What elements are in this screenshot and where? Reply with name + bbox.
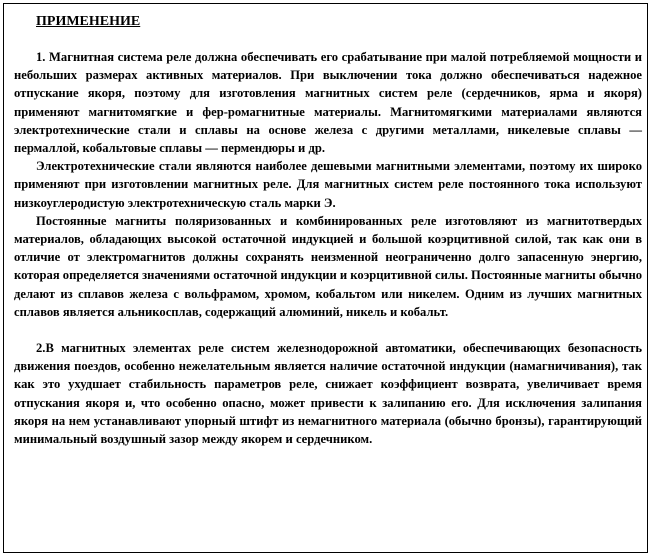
paragraph-4: 2.В магнитных элементах реле систем железнодорожной автоматики, обеспечивающих безопасность движения поездов, особенно нежелательным является наличие остаточной индукции (намагничивания), так как это ухудшает стабильность параметров реле, снижает коэффициент возврата, увеличивает время отпускания якоря и, что особенно опасно, может привести к залипанию его. Для исключения залипания якоря на нем устанавливают упорный штифт из немагнитного материала (обычно бронзы), гарантирующий минимальный воздушный зазор между якорем и сердечником. xyxy=(14,341,642,447)
document-title: ПРИМЕНЕНИЕ xyxy=(36,14,141,29)
paragraph-3: Постоянные магниты поляризованных и комбинированных реле изготовляют из магнитотвердых материалов, обладающих высокой остаточной индукцией и большой коэрцитивной силой, так как они в отличие от электромагнитов должны сохранять неизменной неограниченно долго запасенную энергию, которая определяется значениями остаточной индукции и коэрцитивной силы. Постоянные магниты обычно делают из сплавов железа с вольфрамом, хромом, кобальтом или никелем. Одним из лучших магнитных сплавов является альникосплав, содержащий алюминий, никель и кобальт. xyxy=(14,213,642,319)
document-content xyxy=(14,12,642,448)
paragraph-1: 1. Магнитная система реле должна обеспечивать его срабатывание при малой потребляемой мощности и небольших размерах активных материалов. При выключении тока должно обеспечиваться надежное отпускание якоря, поэтому для изготовления магнитных систем реле (сердечников, ярма и якоря) применяют магнитомягкие и фер-ромагнитные материалы. Магнитомягкими материалами являются электротехнические стали и сплавы на основе железа с другими металлами, никелевые сплавы — пермаллой, кобальтовые сплавы — пермендюры и др. xyxy=(14,50,642,156)
paragraph-2: Электротехнические стали являются наиболее дешевыми магнитными элементами, поэтому их широко применяют при изготовлении магнитных реле. Для магнитных систем реле постоянного тока используют низкоуглеродистую электротехническую сталь марки Э. xyxy=(14,159,642,210)
paragraph-spacer xyxy=(14,321,642,339)
document-frame xyxy=(3,3,648,553)
